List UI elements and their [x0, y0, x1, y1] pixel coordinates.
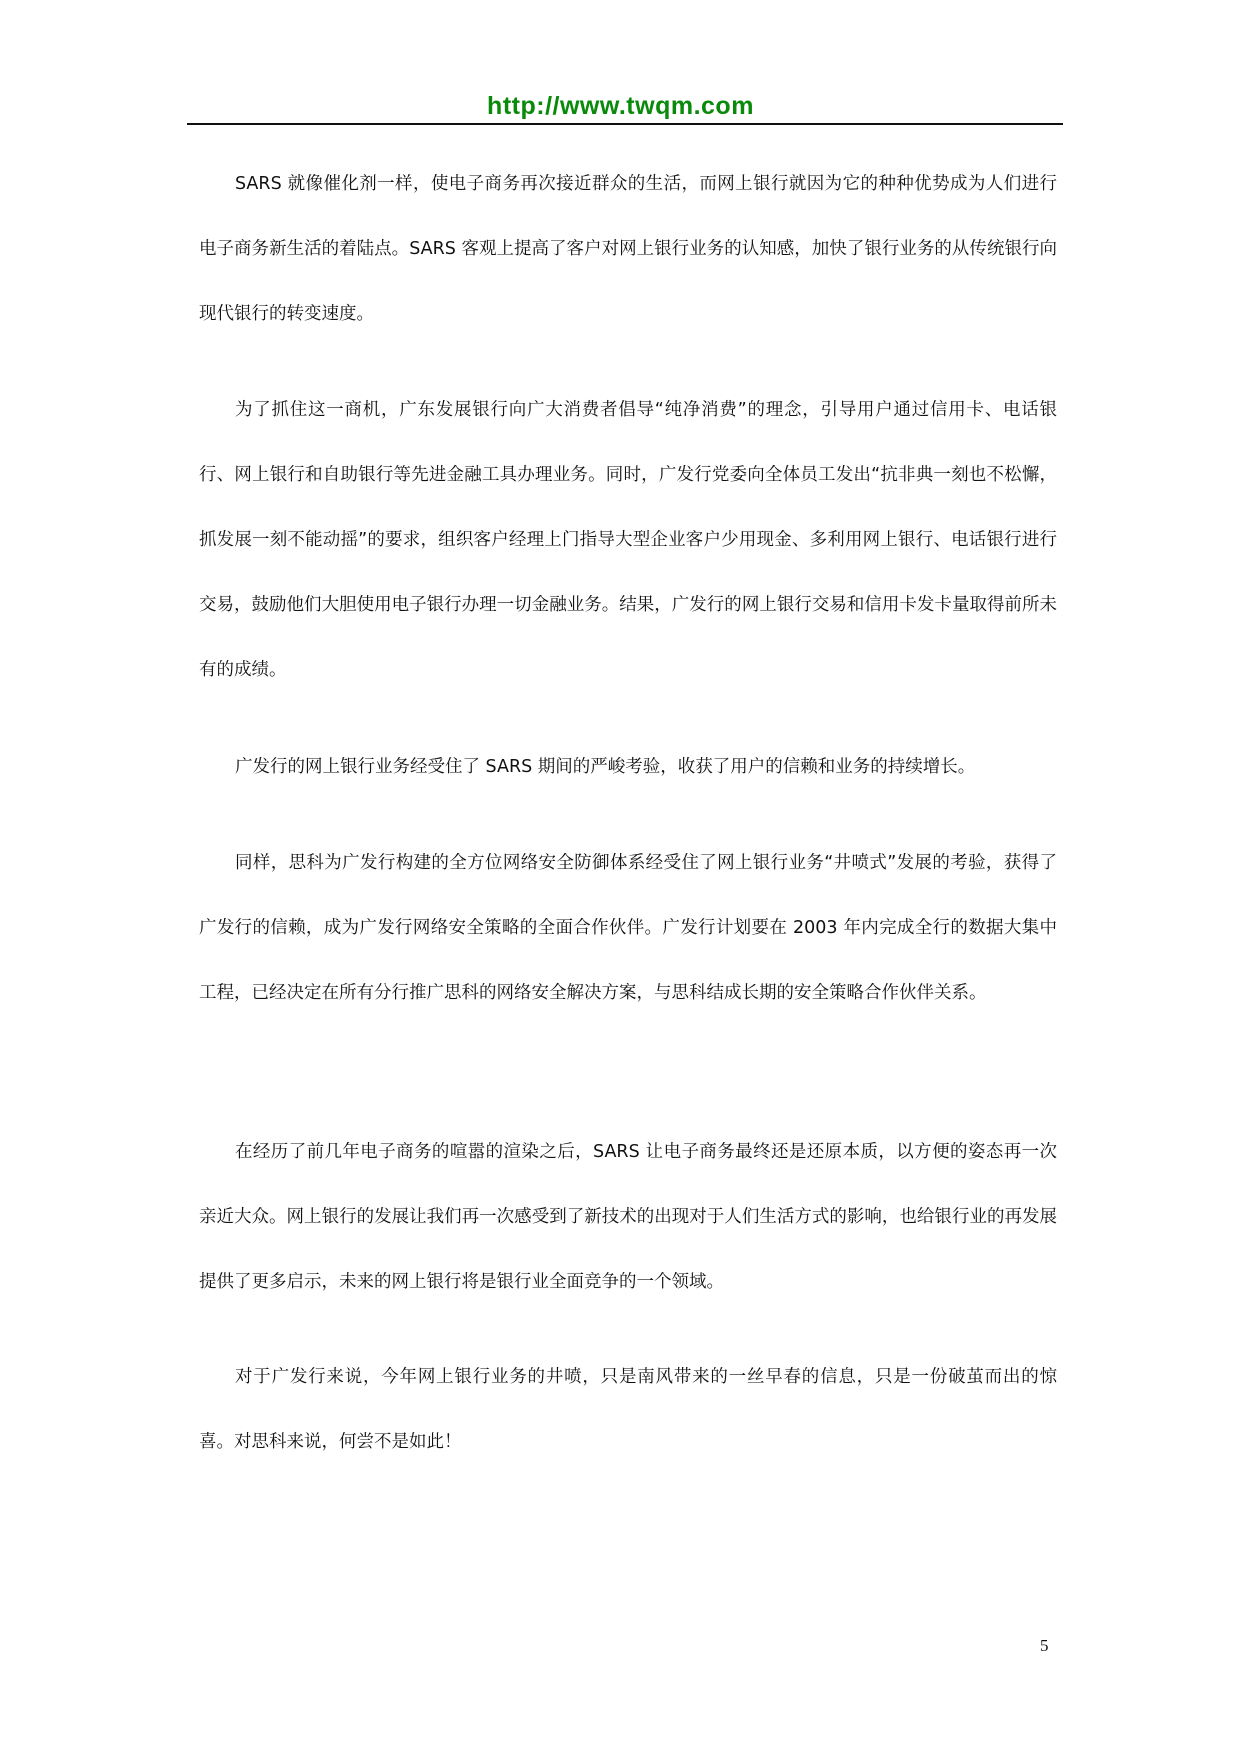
paragraph-6: 对于广发行来说，今年网上银行业务的井喷，只是南风带来的一丝早春的信息，只是一份破茧而出的惊喜。对思科来说，何尝不是如此！: [199, 1367, 1057, 1452]
page-number: 5: [1040, 1636, 1049, 1655]
header-url-link[interactable]: http://www.twqm.com: [487, 92, 754, 120]
paragraph-3: 广发行的网上银行业务经受住了 SARS 期间的严峻考验，收获了用户的信赖和业务的持续增长。: [235, 757, 976, 777]
header-divider: [187, 123, 1063, 125]
paragraph-2: 为了抓住这一商机，广东发展银行向广大消费者倡导“纯净消费”的理念，引导用户通过信用卡、电话银行、网上银行和自助银行等先进金融工具办理业务。同时，广发行党委向全体员工发出“抗非典一刻也不松懈，抓发展一刻不能动摇”的要求，组织客户经理上门指导大型企业客户少用现金、多利用网上银行、电话银行进行交易，鼓励他们大胆使用电子银行办理一切金融业务。结果，广发行的网上银行交易和信用卡发卡量取得前所未有的成绩。: [199, 400, 1057, 680]
paragraph-5: 在经历了前几年电子商务的喧嚣的渲染之后，SARS 让电子商务最终还是还原本质，以方便的姿态再一次亲近大众。网上银行的发展让我们再一次感受到了新技术的出现对于人们生活方式的影响，也给银行业的再发展提供了更多启示，未来的网上银行将是银行业全面竞争的一个领域。: [199, 1142, 1057, 1292]
paragraph-1: SARS 就像催化剂一样，使电子商务再次接近群众的生活，而网上银行就因为它的种种优势成为人们进行电子商务新生活的着陆点。SARS 客观上提高了客户对网上银行业务的认知感，加快了银行业务的从传统银行向现代银行的转变速度。: [199, 174, 1057, 324]
paragraph-4: 同样，思科为广发行构建的全方位网络安全防御体系经受住了网上银行业务“井喷式”发展的考验，获得了广发行的信赖，成为广发行网络安全策略的全面合作伙伴。广发行计划要在 2003 年内完成全行的数据大集中工程，已经决定在所有分行推广思科的网络安全解决方案，与思科结成长期的安全策略合作伙伴关系。: [199, 853, 1057, 1003]
